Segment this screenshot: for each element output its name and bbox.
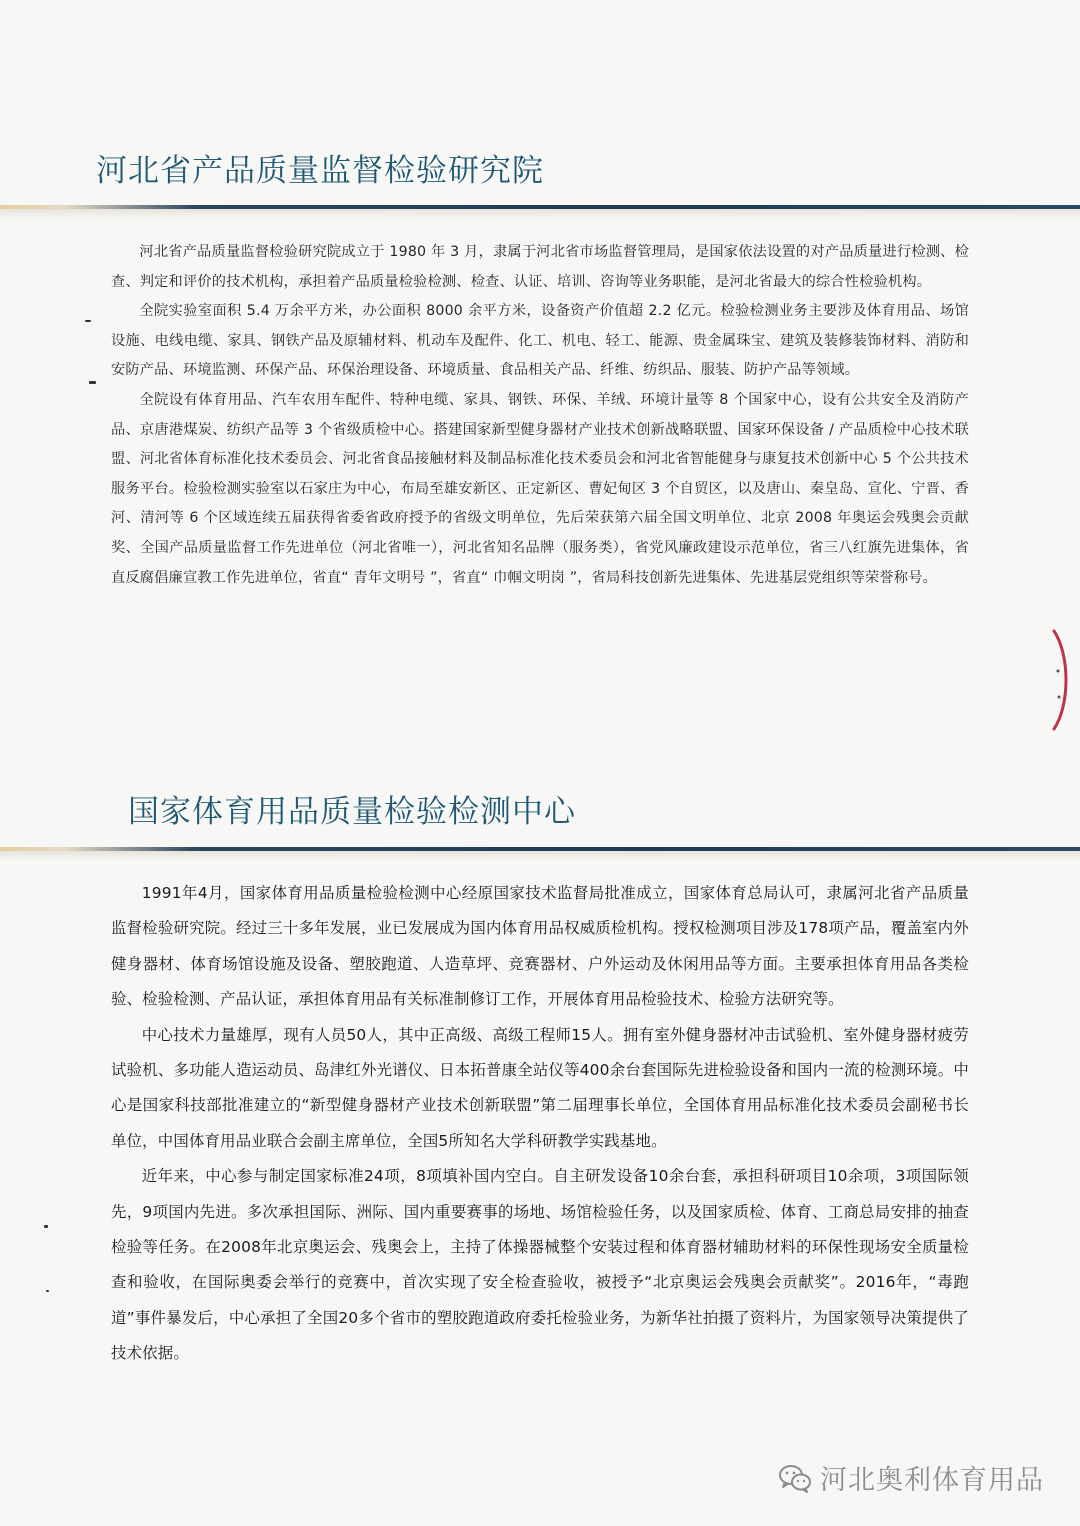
watermark-text: 河北奥利体育用品 <box>820 1465 1044 1496</box>
scan-speck <box>44 1225 48 1228</box>
wechat-icon <box>778 1463 812 1493</box>
divider-shadow <box>0 851 1080 861</box>
section-body-center <box>111 876 969 1372</box>
scan-speck <box>89 381 96 384</box>
divider-shadow <box>0 209 1080 219</box>
paragraph: 中心技术力量雄厚，现有人员50人，其中正高级、高级工程师15人。拥有室外健身器材冲击试验机、室外健身器材疲劳试验机、多功能人造运动员、岛津红外光谱仪、日本拓普康全站仪等400余台套国际先进检验设备和国内一流的检测环境。中心是国家科技部批准建立的“新型健身器材产业技术创新联盟”第二届理事长单位，全国体育用品标准化技术委员会副秘书长单位，中国体育用品业联合会副主席单位，全国5所知名大学科研教学实践基地。 <box>111 1025 969 1150</box>
paragraph: 近年来，中心参与制定国家标准24项，8项填补国内空白。自主研发设备10余台套，承担科研项目10余项，3项国际领先，9项国内先进。多次承担国际、洲际、国内重要赛事的场地、场馆检验任务，以及国家质检、体育、工商总局安排的抽查检验等任务。在2008年北京奥运会、残奥会上，主持了体操器械整个安装过程和体育器材辅助材料的环保性现场安全质量检查和验收，在国际奥委会举行的竞赛中，首次实现了安全检查验收，被授予“北京奥运会残奥会贡献奖”。2016年，“毒跑道”事件暴发后，中心承担了全国20多个省市的塑胶跑道政府委托检验业务，为新华社拍摄了资料片，为国家领导决策提供了技术依据。 <box>111 1167 969 1363</box>
binding-mark-icon <box>1050 625 1074 735</box>
paragraph: 河北省产品质量监督检验研究院成立于 1980 年 3 月，隶属于河北省市场监督管理局，是国家依法设置的对产品质量进行检测、检查、判定和评价的技术机构，承担着产品质量检验检测、检查、认证、培训、咨询等业务职能，是河北省最大的综合性检验机构。 <box>111 244 969 290</box>
section-title-center: 国家体育用品质量检验检测中心 <box>128 794 576 830</box>
section-title-institute: 河北省产品质量监督检验研究院 <box>96 153 544 189</box>
paragraph: 全院实验室面积 5.4 万余平方米，办公面积 8000 余平方米，设备资产价值超 2.2 亿元。检验检测业务主要涉及体育用品、场馆设施、电线电缆、家具、钢铁产品及原辅材料、机动车及配件、化工、机电、轻工、能源、贵金属珠宝、建筑及装修装饰材料、消防和安防产品、环境监测、环保产品、环保治理设备、环境质量、食品相关产品、纤维、纺织品、服装、防护产品等领域。 <box>111 303 969 379</box>
section-body-institute <box>111 238 969 593</box>
paragraph: 全院设有体育用品、汽车农用车配件、特种电缆、家具、钢铁、环保、羊绒、环境计量等 8 个国家中心，设有公共安全及消防产品、京唐港煤炭、纺织产品等 3 个省级质检中心。搭建国家新型健身器材产业技术创新战略联盟、国家环保设备 / 产品质检中心技术联盟、河北省体育标准化技术委员会、河北省食品接触材料及制品标准化技术委员会和河北省智能健身与康复技术创新中心 5 个公共技术服务平台。检验检测实验室以石家庄为中心，布局至雄安新区、正定新区、曹妃甸区 3 个自贸区，以及唐山、秦皇岛、宣化、宁晋、香河、清河等 6 个区域连续五届获得省委省政府授予的省级文明单位，先后荣获第六届全国文明单位、北京 2008 年奥运会残奥会贡献奖、全国产品质量监督工作先进单位（河北省唯一），河北省知名品牌（服务类），省党风廉政建设示范单位，省三八红旗先进集体，省直反腐倡廉宣教工作先进单位，省直“ 青年文明号 ”，省直“ 巾帼文明岗 ”，省局科技创新先进集体、先进基层党组织等荣誉称号。 <box>111 391 969 586</box>
paragraph: 1991年4月，国家体育用品质量检验检测中心经原国家技术监督局批准成立，国家体育总局认可，隶属河北省产品质量监督检验研究院。经过三十多年发展，业已发展成为国内体育用品权威质检机构。授权检测项目涉及178项产品，覆盖室内外健身器材、体育场馆设施及设备、塑胶跑道、人造草坪、竞赛器材、户外运动及休闲用品等方面。主要承担体育用品各类检验、检验检测、产品认证，承担体育用品有关标准制修订工作，开展体育用品检验技术、检验方法研究等。 <box>111 884 969 1009</box>
watermark <box>778 1458 1044 1497</box>
scan-speck <box>46 1290 49 1292</box>
scan-speck <box>85 320 91 322</box>
